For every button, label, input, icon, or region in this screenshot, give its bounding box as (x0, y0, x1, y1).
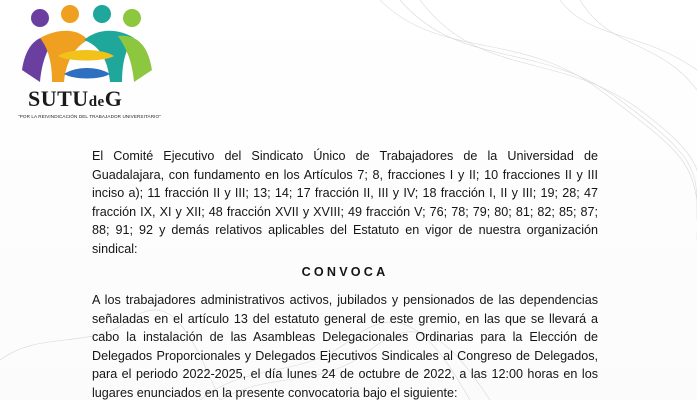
section-heading: CONVOCA (301, 265, 389, 279)
people-embrace-logo-icon (18, 4, 158, 86)
intro-paragraph: El Comité Ejecutivo del Sindicato Único de Trabajadores de la Universidad de Guadalajara, con fundamento en los Artículos 7; 8, fracciones I y II; 10 fracciones II y III inciso a); 11 fracción II y III; 13; 14; 17 fracción II, III y IV; 18 fracción I, II y III; 19; 28; 47 fracción IX, XI y XII; 48 fracción XVII y XVIII; 49 fracción V; 76; 78; 79; 80; 81; 82; 85; 87; 88; 91; 92 y demás relativos aplicables del Estatuto en vigor de nuestra organización sindical: (92, 149, 598, 256)
union-logo (14, 4, 164, 122)
org-slogan: "POR LA REIVINDICACIÓN DEL TRABAJADOR UNIVERSITARIO" (18, 114, 161, 119)
convocation-paragraph: A los trabajadores administrativos activos, jubilados y pensionados de las dependencias señaladas en el artículo 13 del estatuto general de este gremio, en las que se llevará a cabo la instalación de las Asambleas Delegacionales Ordinarias para la Elección de Delegados Proporcionales y Delegados Ejecutivos Sindicales al Congreso de Delegados, para el periodo 2022-2025, el día lunes 24 de octubre de 2022, a las 12:00 horas en los lugares enunciados en la presente convocatoria bajo el siguiente: (92, 293, 598, 400)
org-name: SUTUdeG (28, 86, 123, 111)
